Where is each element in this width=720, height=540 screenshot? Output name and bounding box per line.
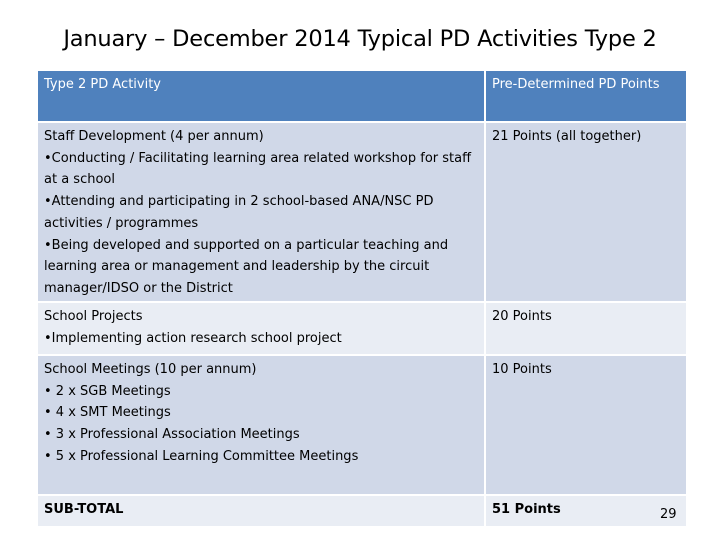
points-cell: 20 Points: [485, 302, 686, 355]
points-cell: 21 Points (all together): [485, 122, 686, 302]
activity-line: • 2 x SGB Meetings: [44, 383, 171, 399]
activity-line: • 5 x Professional Learning Committee Meetings: [44, 448, 359, 464]
activity-heading: School Meetings (10 per annum): [44, 362, 257, 377]
page-number: 29: [660, 507, 677, 522]
activity-line: •Attending and participating in 2 school-based ANA/NSC PD activities / programmes: [44, 194, 434, 231]
points-cell: 10 Points: [485, 355, 686, 495]
subtotal-label: SUB-TOTAL: [38, 495, 485, 526]
table-row: [38, 302, 686, 355]
activity-heading: Staff Development (4 per annum): [44, 129, 264, 144]
table-row: [38, 355, 686, 495]
table-row: [38, 122, 686, 302]
activity-line: •Implementing action research school project: [44, 330, 342, 346]
activity-line: •Being developed and supported on a particular teaching and learning area or management and leadership by the circuit manager/IDSO or the District: [44, 237, 449, 296]
table-header-row: [38, 71, 686, 122]
subtotal-points: 51 Points: [485, 495, 686, 526]
pd-activities-table: [38, 71, 686, 526]
activity-cell: [38, 122, 485, 302]
subtotal-row: [38, 495, 686, 526]
header-points: Pre-Determined PD Points: [485, 71, 686, 122]
activity-cell: [38, 302, 485, 355]
activity-heading: School Projects: [44, 309, 143, 324]
header-activity: Type 2 PD Activity: [38, 71, 485, 122]
activity-line: • 4 x SMT Meetings: [44, 405, 171, 421]
slide-title: January – December 2014 Typical PD Activities Type 2: [63, 26, 657, 52]
activity-cell: [38, 355, 485, 495]
activity-line: •Conducting / Facilitating learning area related workshop for staff at a school: [44, 150, 472, 188]
activity-line: • 3 x Professional Association Meetings: [44, 427, 300, 443]
